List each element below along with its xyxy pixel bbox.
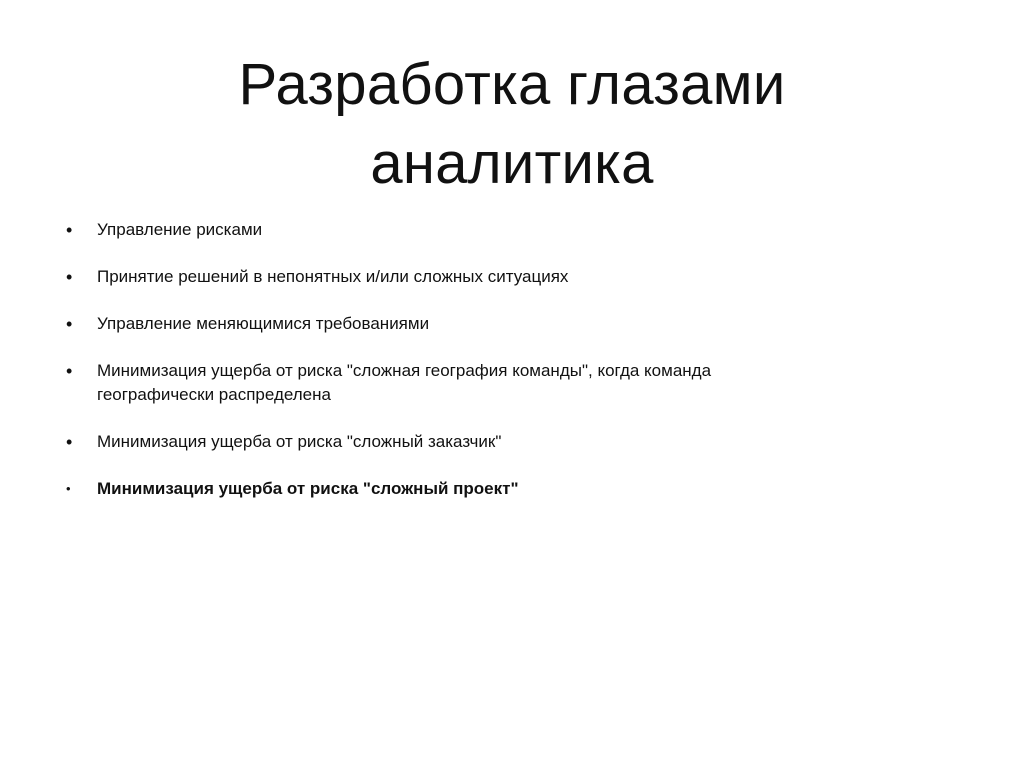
bullet-dot-icon: •	[66, 481, 71, 496]
bullet-dot-icon: •	[66, 267, 73, 287]
bullet-list	[62, 218, 822, 524]
bullet-text: Минимизация ущерба от риска "сложный проект"	[97, 479, 519, 498]
bullet-text: Принятие решений в непонятных и/или сложных ситуациях	[97, 267, 569, 286]
bullet-dot-icon: •	[66, 220, 73, 240]
bullet-item-distributed-team	[62, 359, 822, 407]
bullet-item-difficult-customer	[62, 430, 822, 454]
bullet-item-changing-requirements	[62, 312, 822, 336]
bullet-text: Управление меняющимися требованиями	[97, 314, 430, 333]
slide-title-line-2: аналитика	[370, 131, 654, 196]
bullet-text: Минимизация ущерба от риска "сложный заказчик"	[97, 432, 502, 451]
slide-title-line-1: Разработка глазами	[238, 52, 786, 117]
bullet-item-difficult-project	[62, 477, 822, 501]
bullet-dot-icon: •	[66, 361, 73, 381]
bullet-item-decision-making	[62, 265, 822, 289]
bullet-text: Управление рисками	[97, 220, 263, 239]
bullet-item-risk-management	[62, 218, 822, 242]
bullet-dot-icon: •	[66, 432, 73, 452]
bullet-text: Минимизация ущерба от риска "сложная география команды", когда команда географически распределена	[97, 361, 712, 404]
bullet-dot-icon: •	[66, 314, 73, 334]
